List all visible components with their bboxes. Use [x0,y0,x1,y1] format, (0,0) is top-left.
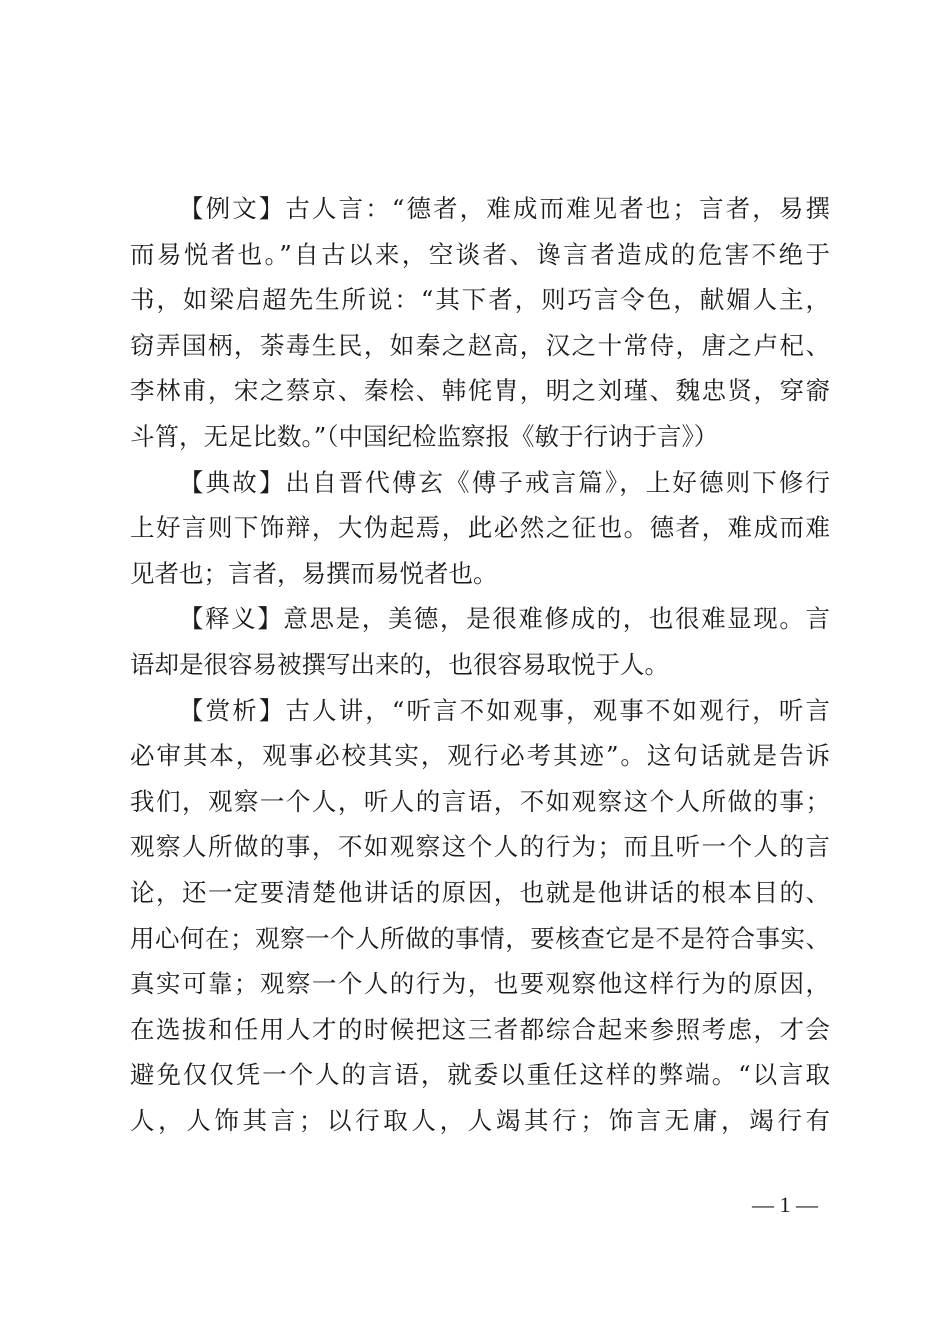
paragraph-allusion-line: 【典故】出自晋代傅玄《傅子戒言篇》，上好德则下修行 [179,467,830,497]
paragraph-meaning-line: 【释义】意思是，美德，是很难修成的，也很难显现。言 [179,604,830,634]
paragraph-analysis-line: 用心何在；观察一个人所做的事情，要核查它是不是符合事实、 [130,923,830,953]
paragraph-analysis-line: 避免仅仅凭一个人的言语，就委以重任这样的弊端。“以言取 [130,1060,830,1090]
body-text [130,186,830,1143]
paragraph-allusion-line: 上好言则下饰辩，大伪起焉，此必然之征也。德者，难成而难 [130,513,830,543]
paragraph-analysis-line: 真实可靠；观察一个人的行为，也要观察他这样行为的原因， [130,969,830,999]
paragraph-analysis-line: 在选拔和任用人才的时候把这三者都综合起来参照考虑，才会 [130,1014,830,1044]
paragraph-allusion-line: 见者也；言者，易撰而易悦者也。 [130,558,498,588]
paragraph-analysis-line: 观察人所做的事，不如观察这个人的行为；而且听一个人的言 [130,832,830,862]
paragraph-analysis-line: 人，人饰其言；以行取人，人竭其行；饰言无庸，竭行有 [130,1105,830,1135]
paragraph-example-line: 书，如梁启超先生所说：“其下者，则巧言令色，献媚人主， [130,285,830,315]
paragraph-example-line: 斗筲，无足比数。”（中国纪检监察报《敏于行讷于言》） [130,421,719,451]
paragraph-example-line: 而易悦者也。”自古以来，空谈者、谗言者造成的危害不绝于 [130,239,830,269]
paragraph-example-line: 窃弄国柄，荼毒生民，如秦之赵高，汉之十常侍，唐之卢杞、 [130,330,830,360]
paragraph-analysis-line: 论，还一定要清楚他讲话的原因，也就是他讲话的根本目的、 [130,877,830,907]
paragraph-analysis-line: 【赏析】古人讲，“听言不如观事，观事不如观行，听言 [179,695,830,725]
paragraph-analysis-line: 我们，观察一个人，听人的言语，不如观察这个人所做的事； [130,786,830,816]
paragraph-example-line: 【例文】古人言：“德者，难成而难见者也；言者，易撰 [179,194,830,223]
paragraph-example-line: 李林甫，宋之蔡京、秦桧、韩侂胄，明之刘瑾、魏忠贤，穿窬 [130,376,830,406]
paragraph-analysis-line: 必审其本，观事必校其实，观行必考其迹”。这句话就是告诉 [130,741,830,771]
page-number: — 1 — [752,1192,818,1217]
paragraph-meaning-line: 语却是很容易被撰写出来的，也很容易取悦于人。 [130,649,669,679]
